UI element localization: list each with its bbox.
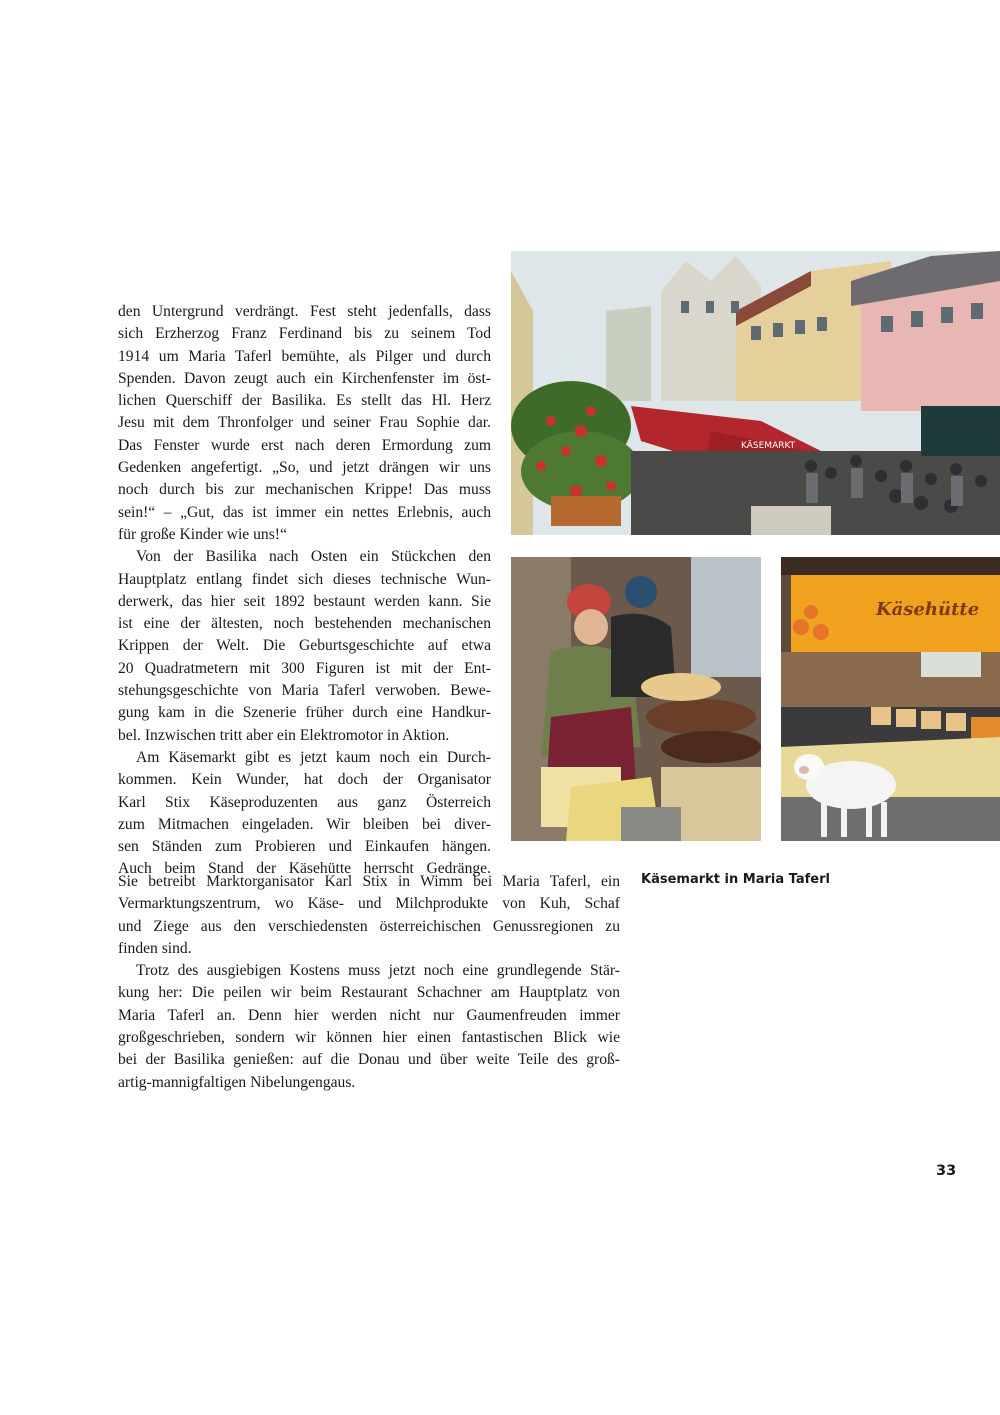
body-text-continued (118, 871, 620, 1094)
text-line: stehungsgeschichte von Maria Taferl verwoben. Bewe- (118, 682, 491, 700)
text-line: Krippen der Welt. Die Geburtsgeschichte auf etwa (118, 637, 491, 655)
text-line: lichen Querschiff der Basilika. Es stellt das Hl. Herz (118, 392, 491, 410)
text-line: für große Kinder wie uns!“ (118, 525, 287, 543)
text-line: Trotz des ausgiebigen Kostens muss jetzt noch eine grundlegende Stär- (136, 962, 620, 980)
kaesehuette-sign: Käsehütte (876, 599, 980, 620)
text-line: kommen. Kein Wunder, hat doch der Organisator (118, 771, 491, 789)
text-line: sein!“ – „Gut, das ist immer ein nettes Erlebnis, auch (118, 503, 491, 521)
text-line: Von der Basilika nach Osten ein Stückchen den (136, 548, 491, 566)
text-line: und Ziege aus den verschiedensten österreichischen Genussregionen zu (118, 917, 620, 935)
text-line: zum Mitmachen eingeladen. Wir bleiben bei diver- (118, 815, 491, 833)
text-line: noch durch bis zur mechanischen Krippe! Das muss (118, 481, 491, 499)
text-line: Das Fenster wurde erst nach deren Ermordung zum (118, 436, 491, 454)
page-number: 33 (936, 1163, 957, 1179)
text-line: großgeschrieben, sondern wir können hier einen fantastischen Blick wie (118, 1029, 620, 1047)
text-line: den Untergrund verdrängt. Fest steht jedenfalls, dass (118, 303, 491, 320)
awning-sign: KÄSEMARKT (741, 441, 796, 451)
market-street-photo (511, 251, 1000, 535)
text-line: Jesu mit dem Thronfolger und seiner Frau Sophie dar. (118, 414, 491, 432)
text-line: gung kam in die Szenerie früher durch eine Handkur- (118, 704, 491, 722)
text-line: Am Käsemarkt gibt es jetzt kaum noch ein Durch- (136, 748, 491, 766)
text-line: bei der Basilika genießen: auf die Donau und über weite Teile des groß- (118, 1051, 620, 1069)
text-line: Spenden. Davon zeugt auch ein Kirchenfenster im öst- (118, 369, 491, 387)
text-line: 20 Quadratmetern mit 300 Figuren ist mit der Ent- (118, 659, 491, 677)
text-line: sich Erzherzog Franz Ferdinand bis zu seinem Tod (118, 325, 491, 343)
text-line: artig-mannigfaltigen Nibelungengaus. (118, 1073, 356, 1091)
text-line: ist eine der ältesten, noch bestehenden mechanischen (118, 615, 491, 633)
photo-caption: Käsemarkt in Maria Taferl (641, 872, 830, 887)
text-line: 1914 um Maria Taferl bemühte, als Pilger und durch (118, 347, 491, 365)
text-line: Hauptplatz entlang findet sich dieses technische Wun- (118, 570, 491, 588)
kaesehuette-stall-photo (781, 557, 1000, 841)
text-line: Karl Stix Käseproduzenten aus ganz Österreich (118, 793, 491, 811)
text-line: derwerk, das hier seit 1892 bestaunt werden kann. Sie (118, 592, 491, 610)
text-line: sen Ständen zum Probieren und Einkaufen hängen. (118, 838, 491, 856)
text-line: kung her: Die peilen wir beim Restaurant Schachner am Hauptplatz von (118, 984, 620, 1002)
text-line: Gedenken angefertigt. „So, und jetzt drängen wir uns (118, 459, 491, 477)
cheese-vendor-photo (511, 557, 761, 841)
text-line: finden sind. (118, 939, 192, 957)
text-line: Sie betreibt Marktorganisator Karl Stix in Wimm bei Maria Taferl, ein (118, 873, 620, 890)
text-line: bel. Inzwischen tritt aber ein Elektromotor in Aktion. (118, 726, 450, 744)
text-line: Auch beim Stand der Käsehütte herrscht Gedränge. (118, 860, 491, 878)
text-line: Maria Taferl an. Denn hier werden nicht nur Gaumenfreuden immer (118, 1006, 620, 1024)
text-line: Vermarktungszentrum, wo Käse- und Milchprodukte von Kuh, Schaf (118, 895, 620, 913)
body-text-column (118, 301, 491, 881)
